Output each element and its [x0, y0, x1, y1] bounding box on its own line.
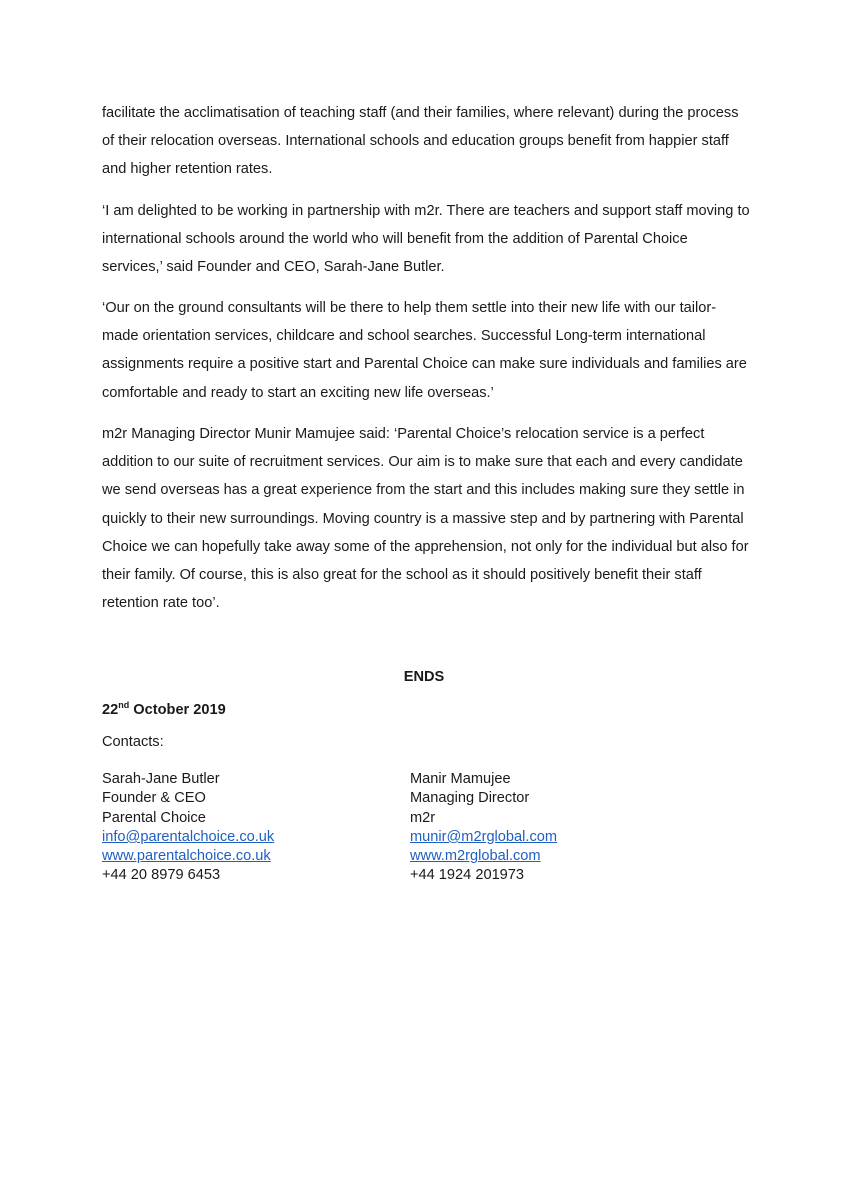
contact-block-m2r [410, 770, 557, 886]
contact-phone: +44 1924 201973 [410, 867, 525, 884]
date-rest: October 2019 [129, 702, 226, 718]
contact-email-link[interactable]: munir@m2rglobal.com [410, 828, 558, 845]
contact-name: Manir Mamujee [410, 771, 511, 787]
contact-website-link[interactable]: www.parentalchoice.co.uk [102, 848, 271, 865]
contact-phone: +44 20 8979 6453 [102, 867, 221, 884]
contact-company: Parental Choice [102, 809, 206, 826]
body-paragraph-2: ‘I am delighted to be working in partnership with m2r. There are teachers and support staff moving to international schools around the world who will benefit from the addition of Parental Choice services,’ said Founder and CEO, Sarah-Jane Butler. [102, 203, 750, 276]
contact-title: Founder & CEO [102, 790, 206, 807]
contact-email-link[interactable]: info@parentalchoice.co.uk [102, 828, 275, 845]
contact-name: Sarah-Jane Butler [102, 771, 220, 787]
release-date [102, 702, 226, 718]
contacts-label: Contacts: [102, 734, 164, 750]
body-paragraph-3: ‘Our on the ground consultants will be there to help them settle into their new life with our tailor-made orientation services, childcare and school searches. Successful Long-term international assignments require a positive start and Parental Choice can make sure individuals and families are comfortable and ready to start an exciting new life overseas.’ [102, 300, 747, 401]
contact-block-parental-choice [102, 770, 274, 886]
date-day: 22 [102, 702, 119, 718]
ends-marker: ENDS [403, 669, 445, 685]
contact-title: Managing Director [410, 790, 530, 807]
contact-company: m2r [410, 809, 436, 826]
contact-website-link[interactable]: www.m2rglobal.com [410, 848, 541, 865]
date-suffix: nd [118, 700, 130, 711]
body-paragraph-4: m2r Managing Director Munir Mamujee said: ‘Parental Choice’s relocation service is a perfect addition to our suite of recruitment services. Our aim is to make sure that each and every candidate we send overseas has a great experience from the start and this includes making sure they settle in quickly to their new surroundings. Moving country is a massive step and by partnering with Parental Choice we can hopefully take away some of the apprehension, not only for the individual but also for their family. Of course, this is also great for the school as it should positively benefit their staff retention rate too’. [102, 426, 749, 612]
body-paragraph-1: facilitate the acclimatisation of teaching staff (and their families, where relevant) during the process of their relocation overseas. International schools and education groups benefit from happier staff and higher retention rates. [102, 105, 739, 178]
